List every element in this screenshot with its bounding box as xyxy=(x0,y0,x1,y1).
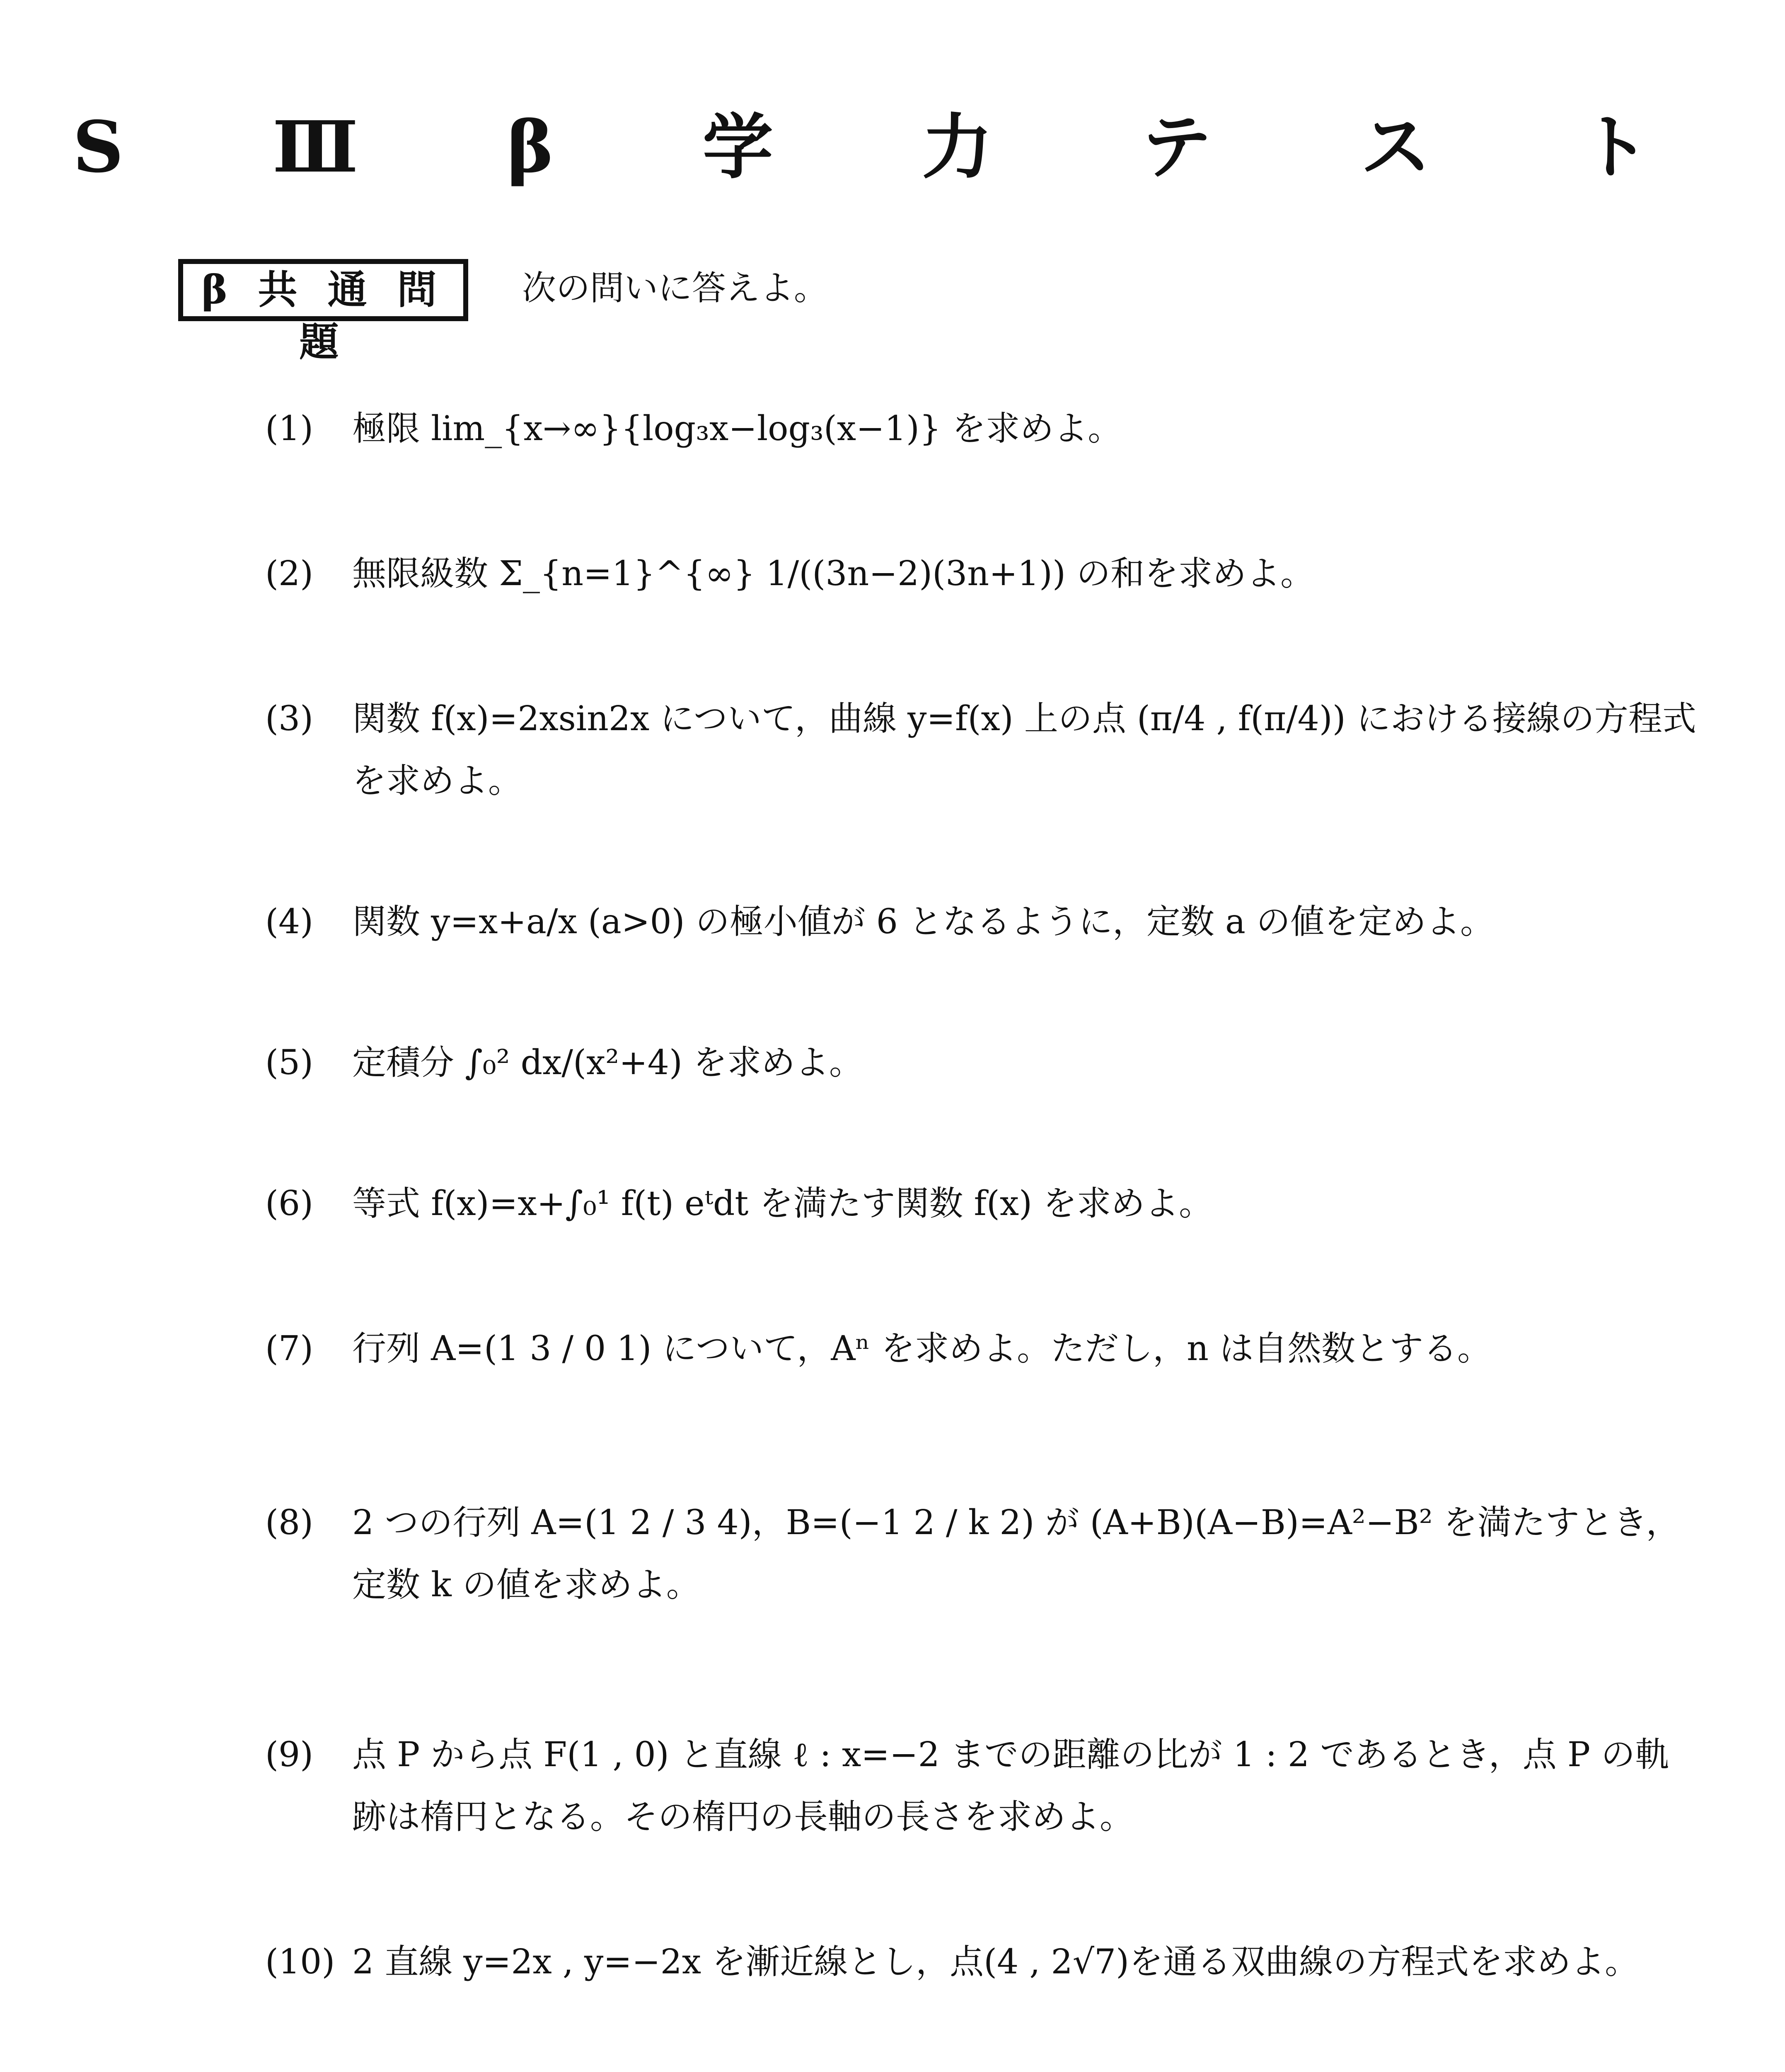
problem-text: 関数 f(x)=2xsin2x について，曲線 y=f(x) 上の点 (π/4 , f(π/4)) における接線の方程式を求めよ。 xyxy=(352,699,1696,801)
problem-number: (6) xyxy=(265,1184,314,1223)
section-instruction: 次の問いに答えよ。 xyxy=(522,269,828,308)
problem-number: (1) xyxy=(265,409,314,448)
problem-text: 点 P から点 F(1 , 0) と直線 ℓ : x=−2 までの距離の比が 1 : 2 であるとき，点 P の軌跡は楕円となる。その楕円の長軸の長さを求めよ。 xyxy=(352,1735,1669,1837)
problem-text: 行列 A=(1 3 / 0 1) について，Aⁿ を求めよ。ただし，n は自然数とする。 xyxy=(352,1329,1491,1368)
problem-number: (7) xyxy=(265,1329,314,1368)
problem-number: (5) xyxy=(265,1043,314,1082)
problem-text: 2 つの行列 A=(1 2 / 3 4)，B=(−1 2 / k 2) が (A+B)(A−B)=A²−B² を満たすとき，定数 k の値を求めよ。 xyxy=(352,1503,1680,1605)
problem-number: (9) xyxy=(265,1735,314,1774)
problem-text: 無限級数 Σ_{n=1}^{∞} 1/((3n−2)(3n+1)) の和を求めよ。 xyxy=(352,554,1315,593)
problem-text: 関数 y=x+a/x (a>0) の極小値が 6 となるように，定数 a の値を定めよ。 xyxy=(352,902,1495,942)
problem-number: (2) xyxy=(265,554,314,593)
problem-number: (10) xyxy=(265,1942,335,1982)
section-label-box: β 共 通 問 題 xyxy=(178,259,468,321)
page-title: S Ⅲ β 学 力 テ ス ト xyxy=(73,106,1712,189)
problem-text: 等式 f(x)=x+∫₀¹ f(t) eᵗdt を満たす関数 f(x) を求めよ。 xyxy=(352,1184,1213,1223)
problem-number: (4) xyxy=(265,902,314,942)
problem-text: 定積分 ∫₀² dx/(x²+4) を求めよ。 xyxy=(352,1043,863,1082)
problem-number: (3) xyxy=(265,699,314,738)
problem-number: (8) xyxy=(265,1503,314,1542)
problem-text: 2 直線 y=2x , y=−2x を漸近線とし，点(4 , 2√7)を通る双曲線の方程式を求めよ。 xyxy=(352,1942,1639,1982)
problem-text: 極限 lim_{x→∞}{log₃x−log₃(x−1)} を求めよ。 xyxy=(352,409,1122,448)
